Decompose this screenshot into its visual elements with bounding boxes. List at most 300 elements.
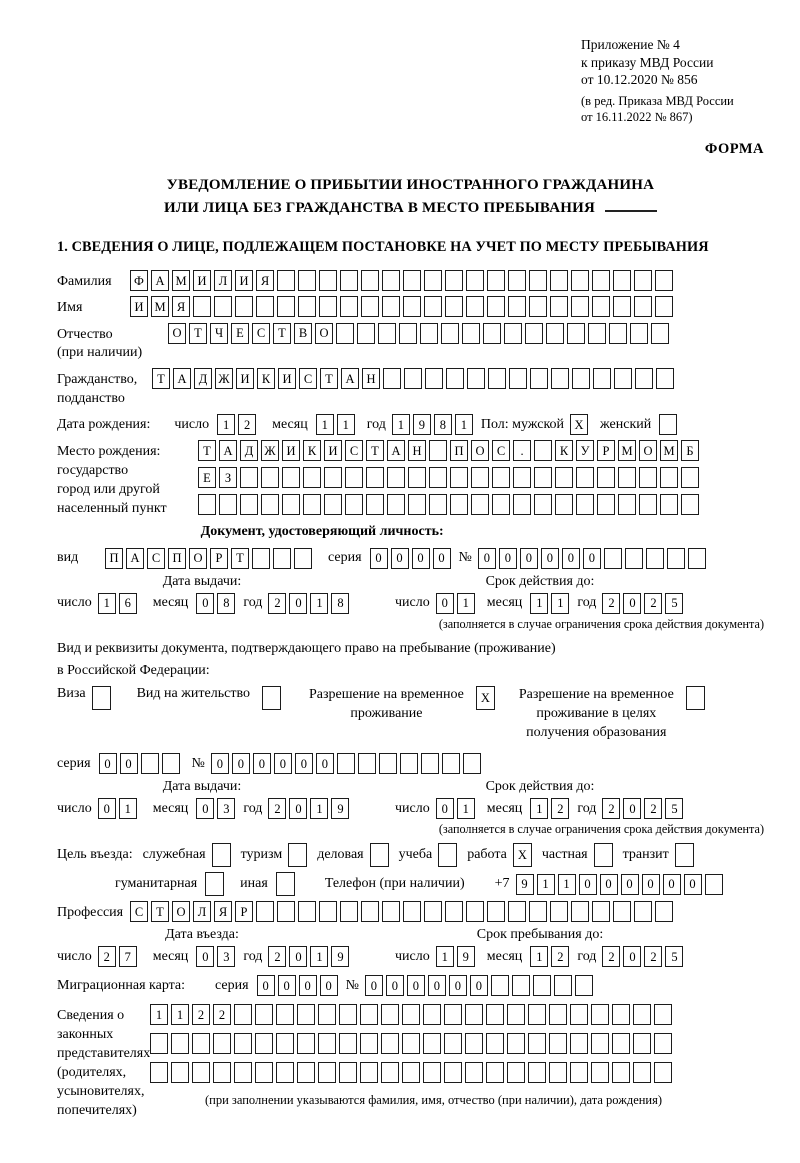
form-cell xyxy=(261,494,279,515)
form-cell xyxy=(450,494,468,515)
form-cell xyxy=(256,901,274,922)
form-cell xyxy=(655,296,673,317)
surname-label: Фамилия xyxy=(57,274,112,290)
form-cell: 0 xyxy=(412,548,430,569)
form-cell: 0 xyxy=(623,798,641,819)
form-cell xyxy=(705,874,723,895)
form-cell: Т xyxy=(366,440,384,461)
stay-month-label: месяц xyxy=(486,948,523,964)
form-cell xyxy=(319,296,337,317)
entry-date-heading: Дата въезда: xyxy=(165,927,239,943)
form-cell: 1 xyxy=(392,414,410,435)
form-cell xyxy=(318,1004,336,1025)
form-cell xyxy=(92,686,111,710)
header-reference xyxy=(581,36,764,125)
form-cell: К xyxy=(555,440,573,461)
form-cell: Р xyxy=(597,440,615,461)
identity-issue-month-cells xyxy=(196,593,235,614)
header-line-3: от 10.12.2020 № 856 xyxy=(581,72,698,88)
form-cell: 1 xyxy=(537,874,555,895)
form-cell: 1 xyxy=(551,593,569,614)
identity-issue-month-label: месяц xyxy=(152,595,189,611)
form-cell xyxy=(450,467,468,488)
form-cell xyxy=(550,296,568,317)
form-cell xyxy=(534,440,552,461)
form-cell xyxy=(303,494,321,515)
form-cell: 0 xyxy=(99,753,117,774)
form-cell: С xyxy=(147,548,165,569)
form-cell: Н xyxy=(408,440,426,461)
identity-number-label: № xyxy=(458,550,472,566)
purpose-study-checkbox xyxy=(438,843,457,867)
form-cell xyxy=(588,323,606,344)
form-cell: 0 xyxy=(600,874,618,895)
purpose-humanitarian-checkbox xyxy=(205,872,224,896)
form-cell: 1 xyxy=(310,798,328,819)
form-cell xyxy=(513,467,531,488)
permit-series-label: серия xyxy=(57,755,91,771)
form-cell xyxy=(656,368,674,389)
form-cell xyxy=(570,1062,588,1083)
form-cell xyxy=(681,494,699,515)
identity-doc-heading: Документ, удостоверяющий личность: xyxy=(200,523,444,539)
form-cell xyxy=(549,1033,567,1054)
form-cell xyxy=(639,494,657,515)
form-cell xyxy=(576,494,594,515)
form-cell xyxy=(508,901,526,922)
form-cell: З xyxy=(219,467,237,488)
permit-dates xyxy=(57,779,764,837)
form-cell: 2 xyxy=(238,414,256,435)
form-cell xyxy=(575,975,593,996)
form-cell xyxy=(612,1004,630,1025)
permit-issue xyxy=(57,779,395,819)
form-cell: Я xyxy=(172,296,190,317)
form-cell xyxy=(507,1033,525,1054)
form-cell xyxy=(618,467,636,488)
form-cell xyxy=(688,548,706,569)
form-cell: А xyxy=(173,368,191,389)
form-cell: 0 xyxy=(520,548,538,569)
form-cell xyxy=(655,901,673,922)
form-cell: П xyxy=(105,548,123,569)
form-cell: В xyxy=(294,323,312,344)
form-cell xyxy=(171,1062,189,1083)
form-cell xyxy=(604,548,622,569)
form-cell xyxy=(424,296,442,317)
surname-cells xyxy=(130,270,673,291)
birth-month-cells xyxy=(316,414,355,435)
form-cell: Л xyxy=(214,270,232,291)
form-cell xyxy=(507,1004,525,1025)
edu-residence-label xyxy=(519,686,674,743)
birth-day-cells xyxy=(217,414,256,435)
form-cell xyxy=(205,872,224,896)
permit-number-label: № xyxy=(191,755,205,771)
form-cell xyxy=(319,901,337,922)
form-cell: А xyxy=(387,440,405,461)
form-cell xyxy=(273,548,291,569)
form-cell xyxy=(345,467,363,488)
identity-number-cells xyxy=(478,548,706,569)
form-cell xyxy=(444,1033,462,1054)
form-cell: 0 xyxy=(386,975,404,996)
purpose-work-checkbox xyxy=(513,843,532,867)
identity-issue-year-cells xyxy=(268,593,349,614)
form-cell: 0 xyxy=(562,548,580,569)
form-cell: 0 xyxy=(289,798,307,819)
form-cell xyxy=(651,323,669,344)
form-cell xyxy=(324,494,342,515)
forma-label: ФОРМА xyxy=(704,141,764,158)
form-cell xyxy=(361,270,379,291)
form-cell xyxy=(424,901,442,922)
identity-dates xyxy=(57,574,764,632)
form-cell: Ч xyxy=(210,323,228,344)
form-cell: 1 xyxy=(457,593,475,614)
form-cell xyxy=(446,368,464,389)
form-cell xyxy=(659,414,677,435)
edu-residence-label-line3: получения образования xyxy=(526,725,667,741)
form-cell xyxy=(339,1062,357,1083)
form-cell xyxy=(193,296,211,317)
form-cell: 2 xyxy=(268,593,286,614)
firstname-label: Имя xyxy=(57,300,83,316)
birth-year-label: год xyxy=(366,416,386,432)
sex-male-checkbox xyxy=(570,414,588,435)
form-cell xyxy=(213,1062,231,1083)
form-cell xyxy=(423,1004,441,1025)
form-cell: О xyxy=(315,323,333,344)
form-cell xyxy=(255,1004,273,1025)
form-cell xyxy=(438,843,457,867)
sex-female-label: женский xyxy=(600,416,652,432)
identity-expiry-footnote: (заполняется в случае ограничения срока действия документа) xyxy=(438,616,764,631)
form-cell: 0 xyxy=(274,753,292,774)
form-cell xyxy=(570,1004,588,1025)
birth-place-row3 xyxy=(198,494,699,515)
representatives-row3 xyxy=(150,1062,672,1083)
form-cell: 8 xyxy=(434,414,452,435)
form-cell xyxy=(213,1033,231,1054)
form-cell xyxy=(381,1033,399,1054)
header-revision xyxy=(581,93,764,126)
form-cell: И xyxy=(236,368,254,389)
visa-checkbox xyxy=(92,686,111,710)
form-cell: С xyxy=(299,368,317,389)
citizenship-cells xyxy=(152,368,674,389)
form-cell xyxy=(276,1033,294,1054)
form-cell xyxy=(612,1033,630,1054)
form-cell: Ж xyxy=(215,368,233,389)
profession-cells xyxy=(130,901,673,922)
form-cell xyxy=(551,368,569,389)
form-cell: 0 xyxy=(370,548,388,569)
entry-day-cells xyxy=(98,946,137,967)
representatives-label-line2: законных xyxy=(57,1027,114,1043)
form-cell: 1 xyxy=(455,414,473,435)
form-cell: И xyxy=(193,270,211,291)
form-cell xyxy=(423,1062,441,1083)
form-cell xyxy=(339,1004,357,1025)
form-cell: 2 xyxy=(602,798,620,819)
representatives-label-line4: (родителях, xyxy=(57,1064,127,1080)
identity-expiry-day-label: число xyxy=(395,595,430,611)
form-cell xyxy=(633,1033,651,1054)
form-cell: 0 xyxy=(579,874,597,895)
edu-residence-option xyxy=(519,686,705,743)
form-cell xyxy=(276,872,295,896)
form-cell xyxy=(528,1004,546,1025)
birth-place-label-line4: населенный пункт xyxy=(57,500,167,516)
form-cell xyxy=(402,1004,420,1025)
birth-date-label: Дата рождения: xyxy=(57,416,151,432)
form-cell xyxy=(571,901,589,922)
temp-residence-label-line1: Разрешение на временное xyxy=(308,687,464,703)
header-line-2: к приказу МВД России xyxy=(581,54,714,70)
permit-issue-month-cells xyxy=(196,798,235,819)
form-cell xyxy=(255,1033,273,1054)
form-cell: 2 xyxy=(268,798,286,819)
form-cell xyxy=(444,1062,462,1083)
form-cell xyxy=(513,494,531,515)
identity-expiry-heading: Срок действия до: xyxy=(485,573,595,589)
representatives-row1 xyxy=(150,1004,672,1025)
temp-residence-checkbox xyxy=(476,686,495,710)
form-cell: 0 xyxy=(196,946,214,967)
identity-expiry-year-label: год xyxy=(577,595,597,611)
form-cell: 2 xyxy=(551,946,569,967)
form-cell xyxy=(297,1062,315,1083)
form-cell xyxy=(463,753,481,774)
form-cell xyxy=(487,296,505,317)
form-cell xyxy=(572,368,590,389)
form-cell xyxy=(442,753,460,774)
permit-series-cells xyxy=(99,753,180,774)
form-cell xyxy=(483,323,501,344)
form-cell xyxy=(150,1033,168,1054)
form-cell xyxy=(252,548,270,569)
form-cell xyxy=(612,1062,630,1083)
birth-place-label-line3: город или другой xyxy=(57,481,160,497)
permit-intro-line1: Вид и реквизиты документа, подтверждающего право на пребывание (проживание) xyxy=(57,640,556,656)
form-cell: 2 xyxy=(98,946,116,967)
form-cell xyxy=(297,1033,315,1054)
form-cell xyxy=(387,467,405,488)
form-cell xyxy=(492,494,510,515)
permit-expiry xyxy=(395,779,685,819)
form-cell: Ж xyxy=(261,440,279,461)
form-cell xyxy=(549,1062,567,1083)
birth-year-cells xyxy=(392,414,473,435)
header-line-5: от 16.11.2022 № 867) xyxy=(581,109,693,124)
patronymic-label xyxy=(57,323,168,364)
form-cell xyxy=(467,368,485,389)
representatives-label-line6: попечителях) xyxy=(57,1102,137,1118)
stay-until-heading: Срок пребывания до: xyxy=(476,927,604,943)
form-cell: 0 xyxy=(98,798,116,819)
firstname-row xyxy=(57,296,764,317)
citizenship-label xyxy=(57,368,152,409)
residence-permit-option xyxy=(137,686,281,710)
entry-year-cells xyxy=(268,946,349,967)
form-cell: 0 xyxy=(289,946,307,967)
birth-place-label-line2: государство xyxy=(57,462,129,478)
permit-expiry-footnote: (заполняется в случае ограничения срока действия документа) xyxy=(438,822,764,837)
purpose-commercial-checkbox xyxy=(370,843,389,867)
form-cell xyxy=(358,753,376,774)
birth-place-cells xyxy=(198,440,699,515)
form-cell xyxy=(360,1033,378,1054)
form-cell xyxy=(597,494,615,515)
identity-issue-day-cells xyxy=(98,593,137,614)
representatives-label-line3: представителях xyxy=(57,1046,151,1062)
form-cell xyxy=(403,296,421,317)
migration-number-cells xyxy=(365,975,593,996)
permit-issue-year-label: год xyxy=(243,800,263,816)
form-cell xyxy=(303,467,321,488)
purpose-tourism-checkbox xyxy=(288,843,307,867)
form-cell: С xyxy=(130,901,148,922)
form-cell xyxy=(235,296,253,317)
form-cell xyxy=(529,901,547,922)
form-cell xyxy=(486,1033,504,1054)
form-cell xyxy=(549,1004,567,1025)
form-cell xyxy=(277,901,295,922)
phone-cells xyxy=(516,874,723,895)
form-cell xyxy=(366,467,384,488)
form-cell xyxy=(339,1033,357,1054)
form-cell xyxy=(240,467,258,488)
form-cell xyxy=(675,843,694,867)
form-cell xyxy=(667,548,685,569)
form-cell xyxy=(276,1004,294,1025)
form-cell xyxy=(256,296,274,317)
form-cell: И xyxy=(278,368,296,389)
form-cell: 0 xyxy=(642,874,660,895)
purpose-label: Цель въезда: xyxy=(57,847,133,863)
form-cell xyxy=(534,467,552,488)
form-cell xyxy=(383,368,401,389)
form-cell xyxy=(382,270,400,291)
form-cell xyxy=(400,753,418,774)
entry-date xyxy=(57,927,395,967)
form-cell: 6 xyxy=(119,593,137,614)
form-cell xyxy=(465,1004,483,1025)
title-underline xyxy=(605,198,657,212)
form-cell: 0 xyxy=(211,753,229,774)
edu-residence-label-line2: проживание в целях xyxy=(536,706,657,722)
form-cell xyxy=(655,270,673,291)
form-cell xyxy=(336,323,354,344)
entry-year-label: год xyxy=(243,948,263,964)
form-cell xyxy=(571,270,589,291)
form-cell xyxy=(277,270,295,291)
migration-number-label: № xyxy=(345,977,359,993)
form-cell xyxy=(504,323,522,344)
form-cell: 0 xyxy=(499,548,517,569)
form-cell: 1 xyxy=(530,946,548,967)
form-cell: 1 xyxy=(316,414,334,435)
form-cell xyxy=(408,494,426,515)
temp-residence-option xyxy=(309,686,495,724)
title-line-2-text: ИЛИ ЛИЦА БЕЗ ГРАЖДАНСТВА В МЕСТО ПРЕБЫВАНИЯ xyxy=(164,199,595,216)
form-cell xyxy=(509,368,527,389)
form-cell: 2 xyxy=(213,1004,231,1025)
form-cell xyxy=(634,296,652,317)
permit-expiry-day-label: число xyxy=(395,800,430,816)
form-cell: О xyxy=(189,548,207,569)
permit-expiry-year-label: год xyxy=(577,800,597,816)
purpose-row2 xyxy=(57,872,764,896)
form-cell: Т xyxy=(152,368,170,389)
form-cell xyxy=(361,296,379,317)
form-cell xyxy=(488,368,506,389)
form-cell xyxy=(423,1033,441,1054)
form-cell: 0 xyxy=(407,975,425,996)
form-cell xyxy=(141,753,159,774)
form-cell: Т xyxy=(273,323,291,344)
form-cell: 9 xyxy=(413,414,431,435)
permit-issue-heading: Дата выдачи: xyxy=(162,779,242,795)
form-cell: 1 xyxy=(558,874,576,895)
form-cell: 0 xyxy=(433,548,451,569)
form-cell: К xyxy=(303,440,321,461)
identity-issue xyxy=(57,574,395,614)
form-cell xyxy=(471,467,489,488)
form-cell xyxy=(382,296,400,317)
form-cell xyxy=(591,1033,609,1054)
form-cell: 0 xyxy=(278,975,296,996)
permit-number-cells xyxy=(211,753,481,774)
form-cell: X xyxy=(570,414,588,435)
form-cell: 5 xyxy=(665,798,683,819)
form-cell xyxy=(297,1004,315,1025)
form-cell: 7 xyxy=(119,946,137,967)
form-cell: . xyxy=(513,440,531,461)
form-cell: 1 xyxy=(119,798,137,819)
form-cell: Я xyxy=(214,901,232,922)
form-cell xyxy=(298,296,316,317)
form-cell xyxy=(466,296,484,317)
identity-issue-year-label: год xyxy=(243,595,263,611)
title-line-2 xyxy=(57,197,764,220)
form-cell: 1 xyxy=(98,593,116,614)
form-cell xyxy=(594,843,613,867)
form-cell: Ф xyxy=(130,270,148,291)
form-cell: 0 xyxy=(120,753,138,774)
form-cell xyxy=(550,270,568,291)
migration-card-row xyxy=(57,975,764,996)
form-cell xyxy=(550,901,568,922)
form-cell: 0 xyxy=(365,975,383,996)
form-cell xyxy=(554,975,572,996)
form-cell xyxy=(357,323,375,344)
phone-label: Телефон (при наличии) xyxy=(324,876,465,892)
form-cell: 0 xyxy=(449,975,467,996)
form-cell: Е xyxy=(231,323,249,344)
form-cell xyxy=(379,753,397,774)
form-cell: 8 xyxy=(217,593,235,614)
form-cell xyxy=(625,548,643,569)
form-cell: 8 xyxy=(331,593,349,614)
form-cell: 0 xyxy=(257,975,275,996)
form-cell xyxy=(360,1004,378,1025)
form-cell: 3 xyxy=(217,946,235,967)
form-cell: 1 xyxy=(217,414,235,435)
purpose-option-other-label: иная xyxy=(240,876,268,892)
form-cell: 1 xyxy=(530,593,548,614)
